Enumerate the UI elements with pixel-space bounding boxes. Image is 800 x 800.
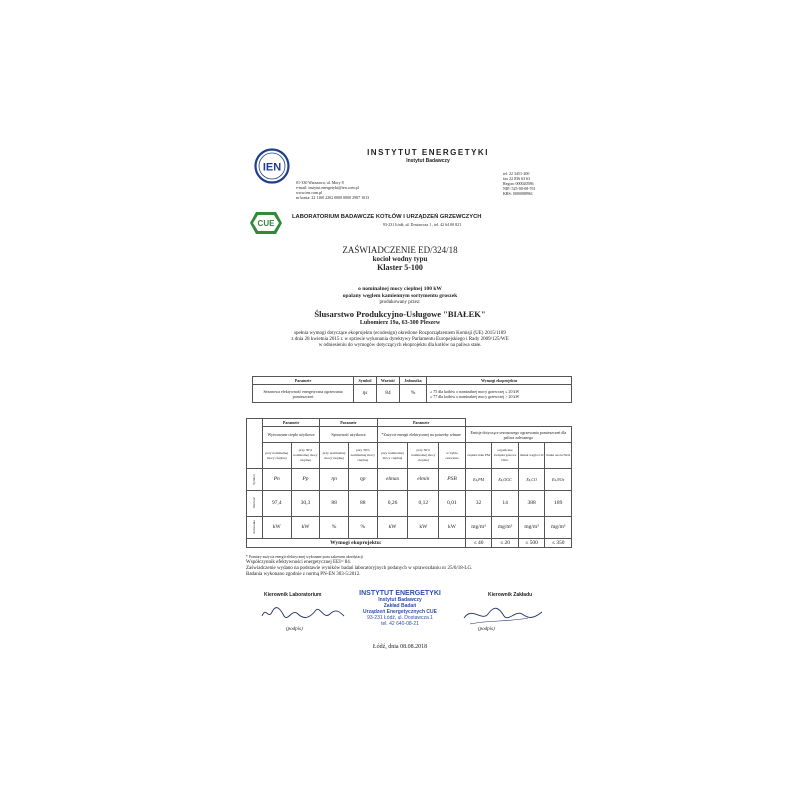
t1-header-symbol: Symbol <box>354 377 377 385</box>
t1-header-req: Wymogi ekoprojektu <box>427 377 572 385</box>
t2-sub-electricity: *Zużycie energii elektrycznej na potrzeby własne <box>377 427 465 443</box>
parameters-table: Parametr Parametr Parametr Wytwarzane ciepło użytkowe Sprawność użytkowa *Zużycie energii elektrycznej na potrzeby własne Emisje dotyczące sezonowego ogrzewania pomieszczeń dla paliwa zalecanego przy nominalnej mocy cieplnej przy 30% nominalnej mocy cieplnej przy nominalnej mocy cieplnej przy 30% nominalnej mocy cieplnej przy nominalnej mocy cieplnej przy 30% nominalnej mocy cieplnej w trybie czuwania cząstki stałe PM organiczne związki gazowe OGC tlenek węgla CO tlenki azotu NOx Symbol Pn Pp ηn ηp elmax elmin PSB Es,PM Es,OGC Es,CO Es,NOx Wartość 97,4 30,3 88 88 0,26 0,12 0,01 32 14 388 189 Jednostka kW kW % % kW kW kW mg/m³ mg/m³ mg/m³ mg/m³ Wymogi ekoprojektu: ≤ 40 ≤ 20 ≤ 500 ≤ 350 <box>246 418 572 548</box>
t1-unit: % <box>400 385 427 403</box>
t2-sub-emissions: Emisje dotyczące sezonowego ogrzewania pomieszczeń dla paliwa zalecanego <box>465 427 571 443</box>
left-signatory-title: Kierownik Laboratorium <box>264 592 322 598</box>
product-model: Klaster 5-100 <box>377 263 423 272</box>
ien-logo <box>254 148 290 184</box>
left-signature <box>258 602 348 624</box>
left-sign-caption: (podpis) <box>286 627 303 632</box>
ien-logo-text: IEN <box>262 161 282 174</box>
t1-header-unit: Jednostka <box>400 377 427 385</box>
cue-logo-text: CUE <box>257 219 275 228</box>
lab-name: LABORATORIUM BADAWCZE KOTŁÓW I URZĄDZEŃ GRZEWCZYCH <box>292 214 482 220</box>
t2-requirements-row: Wymogi ekoprojektu: ≤ 40 ≤ 20 ≤ 500 ≤ 350 <box>247 539 572 548</box>
cue-logo <box>244 210 288 236</box>
company-address: Lubomierz 19a, 63-300 Pleszew <box>359 320 441 326</box>
right-sign-caption: (podpis) <box>478 627 495 632</box>
right-signature <box>458 602 548 626</box>
t2-req-label: Wymogi ekoprojektu: <box>247 539 466 548</box>
t1-header-param: Parametr <box>253 377 354 385</box>
t2-value-row: Wartość 97,4 30,3 88 88 0,26 0,12 0,01 32 14 388 189 <box>247 491 572 517</box>
product-type: kocioł wodny typu <box>372 255 428 263</box>
right-signatory-title: Kierownik Zakładu <box>488 592 533 598</box>
t2-group-param-2: Parametr <box>320 419 377 427</box>
seasonal-efficiency-table <box>252 376 572 403</box>
t1-param: Sezonowa efektywność energetyczna ogrzewania pomieszczeń <box>253 385 354 403</box>
certificate-page <box>208 132 592 664</box>
place-date: Łódź, dnia 08.08.2018 <box>372 644 428 650</box>
t2-symbol-row: Symbol Pn Pp ηn ηp elmax elmin PSB Es,PM Es,OGC Es,CO Es,NOx <box>247 469 572 491</box>
t1-symbol: ηs <box>354 385 377 403</box>
t2-sub-heat: Wytwarzane ciepło użytkowe <box>262 427 319 443</box>
compliance-text: spełnia wymogi dotyczące ekoprojektu (ecodesign) określone Rozporządzeniem Komisji (UE) 2015/1189 z dnia 28 kwietnia 2015 r. w sprawie wykonania dyrektywy Parlamentu Europejskiego i Rady 2009/125/WE w odniesieniu do wymogów dotyczących ekoprojektu dla kotłów na paliwa stałe. <box>291 331 509 348</box>
institute-contact: tel. 22 3451-200 fax 22 836 63 63 Regon: 000020586 NIP: 525-00-08-761 KRS: 0000088961 <box>503 171 536 196</box>
company-name: Ślusarstwo Produkcyjno-Usługowe "BIAŁEK" <box>314 309 486 319</box>
institute-address: 01-330 Warszawa, ul. Mory 8 e-mail: instytut.energetyki@ien.com.pl www.ien.com.pl nr konta: 22 1160 2202 0000 0000 2987 1013 <box>296 180 370 200</box>
t1-requirements: ≥ 75 dla kotłów o nominalnej mocy grzewczej ≤ 20 kW ≥ 77 dla kotłów o nominalnej mocy grzewczej > 20 kW <box>427 385 572 403</box>
institute-subtitle: Instytut Badawczy <box>406 158 450 164</box>
notes: Współczynnik efektywności energetycznej EEI= 84. Zaświadczenie wydano na podstawie wyników badań laboratoryjnych podanych w sprawozdaniu nr 25/6/18-LG. Badania wykonano zgodnie z normą PN-EN 303-5:2012. <box>246 560 473 577</box>
power-line: o nominalnej mocy cieplnej 100 kW <box>358 286 442 292</box>
footnote: * Pomiary zużycia energii elektrycznej wykonane poza zakresem akredytacji <box>246 555 363 559</box>
institute-stamp: INSTYTUT ENERGETYKI Instytut Badawczy Zakład Badań Urządzeń Energetycznych CUE 93-231 Łódź, ul. Dostawcza 1 tel. 42 640-08-21 <box>359 590 441 627</box>
t2-group-param-3: Parametr <box>377 419 465 427</box>
produced-by: produkowany przez: <box>379 300 421 305</box>
t2-sub-efficiency: Sprawność użytkowa <box>320 427 377 443</box>
t1-value: 84 <box>377 385 400 403</box>
t2-group-param-1: Parametr <box>262 419 319 427</box>
lab-address: 93-231 Łódź, ul. Dostawcza 1 , tel. 42 64 00 821 <box>382 222 462 227</box>
certificate-title: ZAŚWIADCZENIE ED/324/18 <box>342 245 458 255</box>
t2-unit-row: Jednostka kW kW % % kW kW kW mg/m³ mg/m³ mg/m³ mg/m³ <box>247 517 572 539</box>
t1-header-value: Wartość <box>377 377 400 385</box>
fuel-line: opalany węglem kamiennym sortymentu groszek <box>342 293 458 299</box>
institute-name: INSTYTUT ENERGETYKI <box>367 148 489 157</box>
